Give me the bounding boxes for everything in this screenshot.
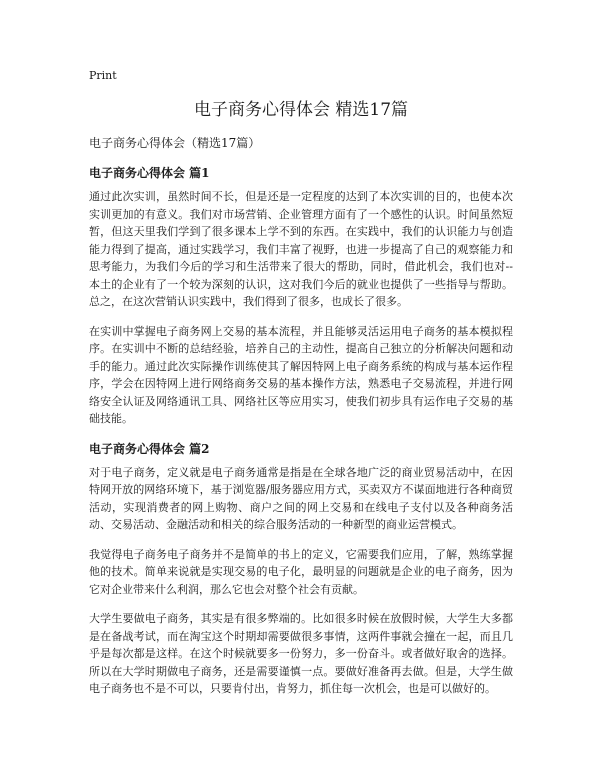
- document-title: 电子商务心得体会 精选17篇: [193, 100, 409, 120]
- paragraph: 在实训中掌握电子商务网上交易的基本流程，并且能够灵活运用电子商务的基本模拟程序。在实训中不断的总结经验，培养自己的主动性，提高自己独立的分析解决问题和动手的能力。通过此次实际操作训练使其了解因特网上电子商务系统的构成与基本运作程序，学会在因特网上进行网络商务交易的基本操作方法，熟悉电子交易流程，并进行网络安全认证及网络通讯工具、网络社区等应用实习，使我们初步具有运作电子交易的基础技能。: [89, 324, 513, 425]
- section-1: [89, 164, 513, 428]
- paragraph: 大学生要做电子商务，其实是有很多弊端的。比如很多时候在放假时候，大学生大多都是在备战考试，而在淘宝这个时期却需要做很多事情，这两件事就会撞在一起，而且几乎是每次都是这样。在这个时候就要多一份努力，多一份奋斗。或者做好取舍的选择。所以在大学时期做电子商务，还是需要谨慎一点。要做好准备再去做。但是，大学生做电子商务也不是不可以，只要肯付出，肯努力，抓住每一次机会，也是可以做好的。: [89, 612, 513, 695]
- section-heading: 电子商务心得体会 篇1: [89, 166, 210, 180]
- paragraph: 我觉得电子商务电子商务并不是简单的书上的定义，它需要我们应用，了解，熟练掌握他的技术。简单来说就是实现交易的电子化，最明显的问题就是企业的电子商务，因为它对企业带来什么利润，那么它也会对整个社会有贡献。: [89, 547, 513, 596]
- print-label: Print: [89, 69, 117, 82]
- paragraph: 通过此次实训，虽然时间不长，但是还是一定程度的达到了本次实训的目的，也使本次实训更加的有意义。我们对市场营销、企业管理方面有了一个感性的认识。时间虽然短暂，但这天里我们学到了很多课本上学不到的东西。在实践中，我们的认识能力与创造能力得到了提高，通过实践学习，我们丰富了视野，也进一步提高了自己的观察能力和思考能力，为我们今后的学习和生活带来了很大的帮助，同时，借此机会，我们也对--本土的企业有了一个较为深刻的认识，这对我们今后的就业也提供了一些指导与帮助。总之，在这次营销认识实践中，我们得到了很多，也成长了很多。: [89, 190, 513, 308]
- paragraph: 对于电子商务，定义就是电子商务通常是指是在全球各地广泛的商业贸易活动中，在因特网开放的网络环境下，基于浏览器/服务器应用方式，买卖双方不谋面地进行各种商贸活动，实现消费者的网上购物、商户之间的网上交易和在线电子支付以及各种商务活动、交易活动、金融活动和相关的综合服务活动的一种新型的商业运营模式。: [89, 465, 513, 531]
- section-heading: 电子商务心得体会 篇2: [89, 441, 210, 456]
- document-subtitle: 电子商务心得体会（精选17篇）: [89, 136, 261, 150]
- document-page: [89, 68, 513, 710]
- section-2: [89, 440, 513, 698]
